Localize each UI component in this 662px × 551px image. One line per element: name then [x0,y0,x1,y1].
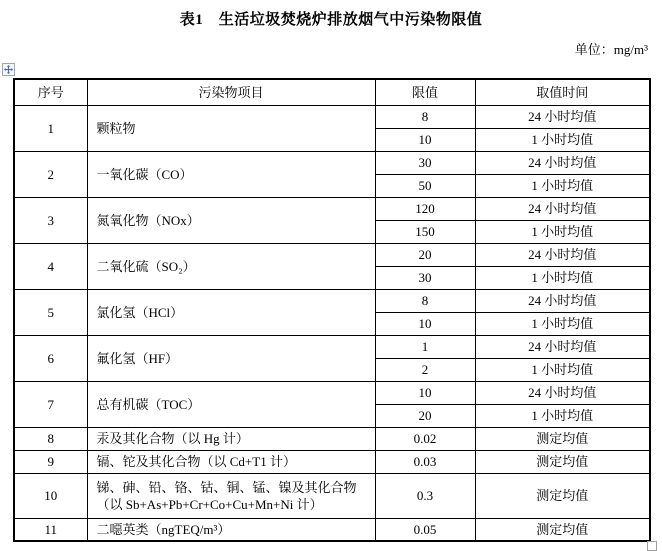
time-value: 测定均值 [475,427,650,450]
row-number: 7 [14,381,87,427]
limit-value: 10 [375,312,475,335]
table-row [14,381,650,404]
table-row [14,473,650,518]
table-row [14,335,650,358]
unit-prefix: 单位： [574,42,614,57]
table-row [14,289,650,312]
table-row [14,243,650,266]
table-row [14,105,650,128]
row-number: 8 [14,427,87,450]
pollutant-name: 氮氧化物（NOx） [87,197,375,243]
limit-value: 50 [375,174,475,197]
time-value: 测定均值 [475,473,650,518]
pollutant-name: 二噁英类（ngTEQ/m³） [87,518,375,541]
limit-value: 120 [375,197,475,220]
move-icon [4,65,13,74]
header-no: 序号 [14,79,87,105]
table-row [14,518,650,541]
pollutant-limits-table [13,78,651,542]
row-number: 3 [14,197,87,243]
limit-value: 30 [375,266,475,289]
time-value: 测定均值 [475,518,650,541]
limit-value: 150 [375,220,475,243]
row-number: 10 [14,473,87,518]
table-header-row [14,79,650,105]
limit-value: 10 [375,128,475,151]
limit-value: 30 [375,151,475,174]
pollutant-name: 二氧化硫（SO₂） [87,243,375,289]
header-time: 取值时间 [475,79,650,105]
row-number: 6 [14,335,87,381]
header-limit: 限值 [375,79,475,105]
pollutant-name: 汞及其化合物（以 Hg 计） [87,427,375,450]
row-number: 9 [14,450,87,473]
pollutant-name: 颗粒物 [87,105,375,151]
limit-value: 0.02 [375,427,475,450]
unit-value: mg/m³ [613,42,648,57]
limit-value: 0.05 [375,518,475,541]
time-value: 1 小时均值 [475,312,650,335]
time-value: 测定均值 [475,450,650,473]
row-number: 11 [14,518,87,541]
table-row [14,427,650,450]
pollutant-name: 氟化氢（HF） [87,335,375,381]
time-value: 1 小时均值 [475,128,650,151]
pollutant-name: 氯化氢（HCl） [87,289,375,335]
limit-value: 0.3 [375,473,475,518]
time-value: 1 小时均值 [475,266,650,289]
time-value: 24 小时均值 [475,151,650,174]
limit-value: 1 [375,335,475,358]
time-value: 24 小时均值 [475,289,650,312]
time-value: 24 小时均值 [475,243,650,266]
limit-value: 0.03 [375,450,475,473]
row-number: 4 [14,243,87,289]
time-value: 24 小时均值 [475,381,650,404]
limit-value: 10 [375,381,475,404]
table-row [14,450,650,473]
pollutant-name: 总有机碳（TOC） [87,381,375,427]
row-number: 2 [14,151,87,197]
pollutant-name: 锑、砷、铅、铬、钴、铜、锰、镍及其化合物（以 Sb+As+Pb+Cr+Co+Cu+Mn+Ni 计） [87,473,375,518]
time-value: 24 小时均值 [475,105,650,128]
time-value: 24 小时均值 [475,335,650,358]
table-move-handle[interactable] [2,63,15,76]
time-value: 24 小时均值 [475,197,650,220]
limit-value: 8 [375,105,475,128]
row-number: 5 [14,289,87,335]
time-value: 1 小时均值 [475,220,650,243]
time-value: 1 小时均值 [475,174,650,197]
time-value: 1 小时均值 [475,404,650,427]
row-number: 1 [14,105,87,151]
limit-value: 2 [375,358,475,381]
page-title: 表1 生活垃圾焚烧炉排放烟气中污染物限值 [179,12,483,28]
unit-note [575,39,648,58]
limit-value: 20 [375,243,475,266]
table-row [14,151,650,174]
header-pollutant: 污染物项目 [87,79,375,105]
pollutant-name: 镉、铊及其化合物（以 Cd+T1 计） [87,450,375,473]
table-row [14,197,650,220]
pollutant-name: 一氧化碳（CO） [87,151,375,197]
limit-value: 8 [375,289,475,312]
time-value: 1 小时均值 [475,358,650,381]
limit-value: 20 [375,404,475,427]
